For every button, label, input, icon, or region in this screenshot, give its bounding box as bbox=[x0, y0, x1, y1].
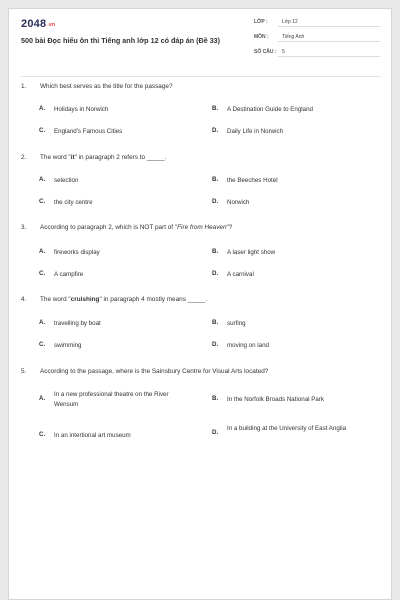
meta-subject-value: Tiếng Anh bbox=[282, 34, 305, 40]
question-text: According to paragraph 2, which is NOT part of "Fire from Heaven"? bbox=[40, 224, 233, 231]
worksheet-header bbox=[9, 9, 391, 69]
question-number: 4. bbox=[21, 296, 27, 303]
worksheet-page: 2048.vn 500 bài Đọc hiểu ôn thi Tiếng anh lớp 12 có đáp án (Đề 33) LỚP : Lớp 12 MÔN : Tiếng Anh SỐ CÂU : 5 1. Which best serves as the title for the passage? A. Holidays in Norwich B. A Destination Guide to England C. England's Famous Cities D. Daily Life in Norwich 2. The word "it" in paragraph 2 refers to _____. A. selection B. the Beeches Hotel C. the city centre D. Norwich 3. According to paragraph 2, which is NOT part of "Fire from Heaven"? A. fireworks display B. A laser light show C. A campfire D. A carnival 4. The word "cruishing" in paragraph 4 mostly means _____. A. travelling by boat B. surfing C. swimming D. moving on land 5. According to the passage, where is the Sainsbury Centre for Visual Arts located? A. In a new professional theatre on the River Wensum B. In the Norfolk Broads National Park C. In an intertional art museum D. In a building at the University of East Anglia bbox=[8, 8, 392, 600]
logo-main: 2048 bbox=[21, 18, 47, 30]
question-number: 2. bbox=[21, 154, 27, 161]
question-number: 5. bbox=[21, 368, 27, 375]
site-logo[interactable] bbox=[21, 18, 55, 30]
question-text: Which best serves as the title for the passage? bbox=[40, 83, 173, 90]
question-text: The word "cruishing" in paragraph 4 mostly means _____. bbox=[40, 296, 208, 303]
meta-divider bbox=[278, 26, 380, 27]
meta-count-value: 5 bbox=[282, 49, 285, 55]
question-number: 3. bbox=[21, 224, 27, 231]
meta-class-value: Lớp 12 bbox=[282, 19, 298, 25]
document-title: 500 bài Đọc hiểu ôn thi Tiếng anh lớp 12 có đáp án (Đề 33) bbox=[21, 36, 221, 45]
meta-subject-label: MÔN : bbox=[254, 34, 269, 40]
meta-class-label: LỚP : bbox=[254, 19, 268, 25]
meta-count-label: SỐ CÂU : bbox=[254, 49, 277, 55]
meta-divider bbox=[278, 41, 380, 42]
question-number: 1. bbox=[21, 83, 27, 90]
question-text: The word "it" in paragraph 2 refers to _____. bbox=[40, 154, 167, 161]
header-divider bbox=[21, 76, 381, 77]
question-text: According to the passage, where is the Sainsbury Centre for Visual Arts located? bbox=[40, 368, 269, 375]
meta-divider bbox=[278, 56, 380, 57]
logo-suffix: .vn bbox=[47, 22, 56, 28]
